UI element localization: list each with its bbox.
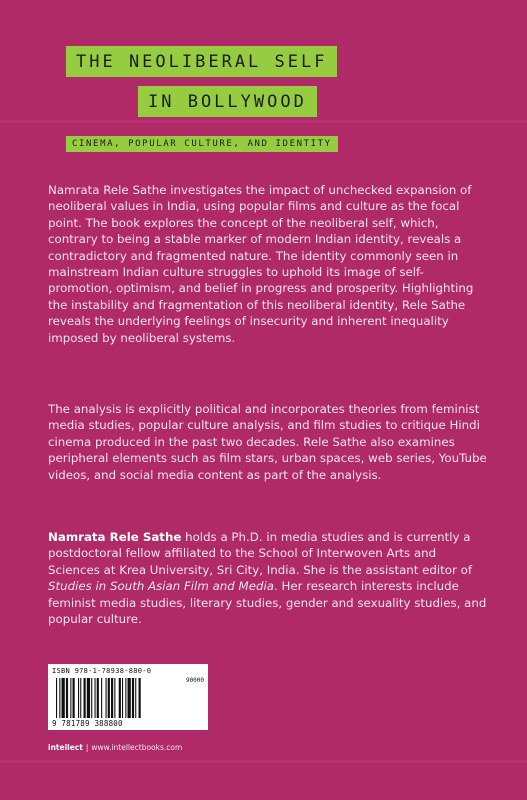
barcode-bar [119, 678, 121, 718]
blurb-paragraph-1: Namrata Rele Sathe investigates the impact of unchecked expansion of neoliberal values in India, using popular films and culture as the focal point. The book explores the concept of the neoliberal self, which, contrary to being a stable marker of modern Indian identity, reveals a contradictory and fragmented nature. The identity commonly seen in mainstream Indian culture struggles to uphold its image of self-promotion, optimism, and belief in progress and prosperity. Highlighting the instability and fragmentation of this neoliberal identity, Rele Sathe reveals the underlying feelings of insecurity and inherent inequality imposed by neoliberal systems. [48, 183, 474, 345]
barcode-bar [132, 678, 134, 718]
barcode-bar [78, 678, 79, 718]
barcode-bar [114, 678, 115, 718]
author-bio [48, 529, 488, 627]
bio-text-a: holds a Ph.D. in media studies and is currently a postdoctoral fellow affiliated to the School of Interwoven Arts and Sciences at Krea University, Sri City, India. She is the assistant editor of [48, 530, 472, 577]
title-label-line-2: IN BOLLYWOOD [138, 86, 317, 117]
isbn-text: ISBN 978-1-78938-880-0 [52, 667, 152, 675]
barcode-bar [125, 678, 126, 718]
publisher-footer [48, 743, 182, 752]
journal-title: Studies in South Asian Film and Media [48, 579, 274, 594]
subtitle-label: CINEMA, POPULAR CULTURE, AND IDENTITY [66, 136, 338, 152]
barcode-bar [62, 678, 65, 718]
barcode-bar [91, 678, 92, 718]
texture-stripe [0, 760, 527, 763]
barcode-bar [122, 678, 123, 718]
barcode-bar [108, 678, 110, 718]
barcode-bar [66, 678, 68, 718]
barcode-bar [97, 678, 99, 718]
barcode-bar [111, 678, 113, 718]
barcode-digits: 9 781789 388800 [52, 719, 123, 728]
texture-stripe [0, 120, 527, 123]
barcode-bar [80, 678, 81, 718]
price-code: 90000 [185, 677, 204, 684]
footer-separator: | [85, 743, 89, 752]
barcode-bars [54, 678, 202, 718]
barcode-bar [135, 678, 136, 718]
barcode-bar [70, 678, 71, 718]
barcode-bar [95, 678, 96, 718]
author-name: Namrata Rele Sathe [48, 530, 182, 544]
barcode-bar [101, 678, 102, 718]
publisher-website[interactable]: www.intellectbooks.com [91, 743, 183, 752]
barcode-bar [106, 678, 107, 718]
barcode-bar [128, 678, 131, 718]
publisher-name: intellect [48, 743, 83, 752]
barcode-bar [84, 678, 86, 718]
blurb-paragraph-2: The analysis is explicitly political and incorporates theories from feminist media studies, popular culture analysis, and film studies to critique Hindi cinema produced in the past two decades. Rele Sathe also examines peripheral elements such as film stars, urban spaces, web series, YouTube videos, and social media content as part of the analysis. [48, 402, 487, 482]
isbn-barcode [48, 664, 208, 730]
title-label-line-1: THE NEOLIBERAL SELF [66, 46, 337, 77]
barcode-bar [139, 678, 141, 718]
barcode-bar [87, 678, 90, 718]
barcode-bar [56, 678, 57, 718]
barcode-bar [59, 678, 60, 718]
barcode-bar [73, 678, 75, 718]
bio-text-b: . Her research interests include feminist media studies, literary studies, gender and sexuality studies, and popular culture. [48, 579, 487, 627]
